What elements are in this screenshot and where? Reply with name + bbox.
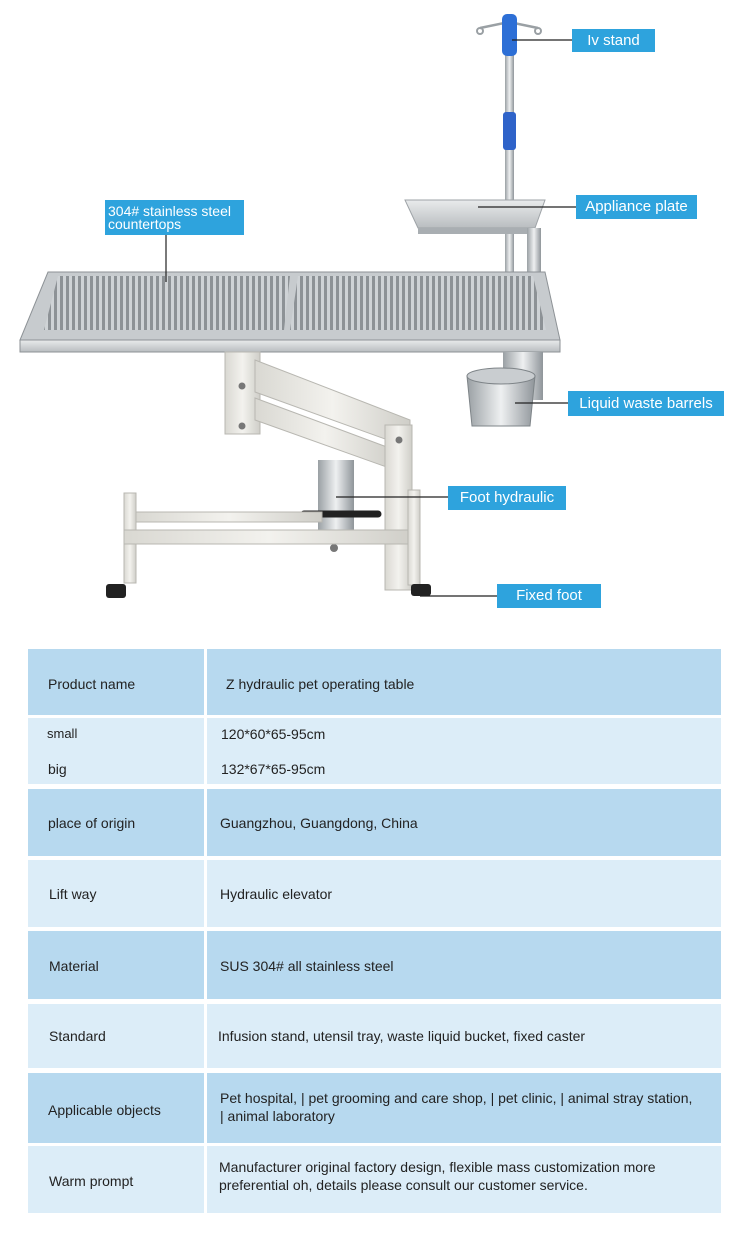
size-small-label: small <box>47 726 78 741</box>
size-big-label: big <box>48 761 67 777</box>
liquid-waste-label: Liquid waste barrels <box>568 391 724 416</box>
iv-stand-label: Iv stand <box>572 29 655 52</box>
table-row-lift <box>28 860 721 927</box>
table-row-product-name <box>28 649 721 715</box>
table-row-warm-prompt <box>28 1146 721 1213</box>
origin-label: place of origin <box>48 815 136 831</box>
appliance-plate-label: Appliance plate <box>576 195 697 219</box>
product-name-value: Z hydraulic pet operating table <box>226 676 415 692</box>
warm-prompt-value-line2: preferential oh, details please consult our customer service. <box>219 1177 588 1193</box>
size-small-value: 120*60*65-95cm <box>221 726 326 742</box>
material-value: SUS 304# all stainless steel <box>220 958 394 974</box>
fixed-foot-label: Fixed foot <box>497 584 601 608</box>
applicable-value-line2: | animal laboratory <box>220 1108 335 1124</box>
lift-label: Lift way <box>49 886 97 902</box>
table-row-origin <box>28 789 721 856</box>
countertop-label-line2: countertops <box>108 215 182 232</box>
lift-frame <box>225 352 412 590</box>
origin-value: Guangzhou, Guangdong, China <box>220 815 418 831</box>
countertop-label <box>105 200 244 235</box>
product-name-label: Product name <box>48 676 136 692</box>
material-label: Material <box>49 958 99 974</box>
lift-value: Hydraulic elevator <box>220 886 333 902</box>
foot-hydraulic-label: Foot hydraulic <box>448 486 566 510</box>
applicable-label: Applicable objects <box>48 1102 161 1118</box>
standard-label: Standard <box>49 1028 106 1044</box>
table-row-standard <box>28 1004 721 1068</box>
base-frame <box>106 490 431 598</box>
table-row-sizes <box>28 718 721 784</box>
table-row-applicable <box>28 1073 721 1143</box>
applicable-value-line1: Pet hospital, | pet grooming and care shop, | pet clinic, | animal stray station, <box>220 1090 693 1106</box>
countertop-label-line1: 304# stainless steel <box>108 202 231 219</box>
table-top <box>20 272 560 352</box>
warm-prompt-label: Warm prompt <box>49 1173 134 1189</box>
waste-barrel <box>467 352 543 426</box>
warm-prompt-value-line1: Manufacturer original factory design, flexible mass customization more <box>219 1159 656 1175</box>
standard-value: Infusion stand, utensil tray, waste liquid bucket, fixed caster <box>218 1028 586 1044</box>
size-big-value: 132*67*65-95cm <box>221 761 326 777</box>
table-row-material <box>28 931 721 999</box>
